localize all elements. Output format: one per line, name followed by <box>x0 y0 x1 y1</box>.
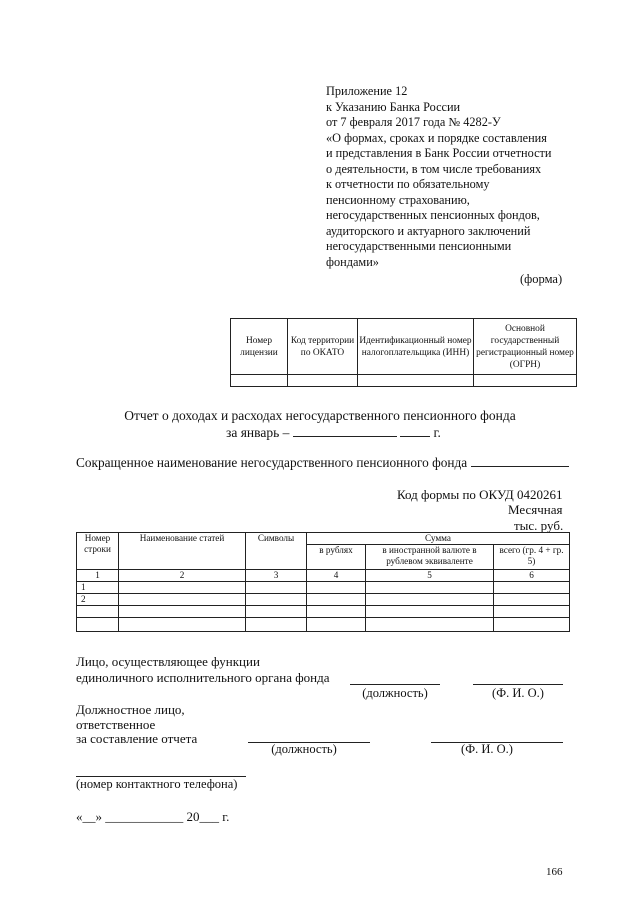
form-periodicity: Месячная <box>508 502 563 517</box>
col-number: 5 <box>366 570 494 582</box>
header-symbols: Символы <box>246 533 307 570</box>
period-suffix: г. <box>433 425 441 440</box>
table-cell[interactable] <box>494 618 570 632</box>
table-cell[interactable] <box>307 582 366 594</box>
fund-name-row <box>76 455 569 471</box>
table-row <box>77 618 570 632</box>
table-cell[interactable] <box>494 594 570 606</box>
table-cell[interactable] <box>366 618 494 632</box>
col-number: 4 <box>307 570 366 582</box>
report-period <box>226 425 441 441</box>
table-cell[interactable] <box>307 618 366 632</box>
fund-name-label: Сокращенное наименование негосударственного пенсионного фонда <box>76 455 468 470</box>
col-number: 2 <box>119 570 246 582</box>
table-cell[interactable] <box>119 618 246 632</box>
head-position-caption: (должность) <box>362 686 428 700</box>
table-cell[interactable] <box>494 582 570 594</box>
annex-line: от 7 февраля 2017 года № 4282-У <box>326 115 501 129</box>
table-cell[interactable] <box>366 606 494 618</box>
form-units: тыс. руб. <box>514 518 564 533</box>
table-cell[interactable] <box>366 582 494 594</box>
header-sum: Сумма <box>307 533 570 545</box>
okato-code-cell[interactable] <box>288 375 358 387</box>
row-number <box>77 606 119 618</box>
header-ogrn: Основной государственный регистрационный номер (ОГРН) <box>474 319 577 375</box>
header-inn: Идентификационный номер налогоплательщика (ИНН) <box>358 319 474 375</box>
col-number: 1 <box>77 570 119 582</box>
phone-caption: (номер контактного телефона) <box>76 777 238 791</box>
row-number: 2 <box>77 594 119 606</box>
head-position-field[interactable] <box>350 684 440 685</box>
head-label-line2: единоличного исполнительного органа фонда <box>76 670 330 685</box>
table-cell[interactable] <box>246 618 307 632</box>
table-cell[interactable] <box>307 606 366 618</box>
page-number: 166 <box>546 866 563 878</box>
table-cell[interactable] <box>246 594 307 606</box>
license-number-cell[interactable] <box>231 375 288 387</box>
report-title: Отчет о доходах и расходах негосударственного пенсионного фонда <box>124 408 516 423</box>
annex-line: «О формах, сроках и порядке составления <box>326 130 547 145</box>
table-cell[interactable] <box>307 594 366 606</box>
annex-line: негосударственными пенсионными <box>326 239 512 253</box>
head-fio-caption: (Ф. И. О.) <box>492 686 544 700</box>
annex-line: фондами» <box>326 254 379 269</box>
table-cell[interactable] <box>246 582 307 594</box>
col-number: 6 <box>494 570 570 582</box>
header-fx: в иностранной валюте в рублевом эквиваленте <box>366 545 494 570</box>
header-row-number: Номер строки <box>77 533 119 570</box>
fund-name-field[interactable] <box>471 455 569 467</box>
period-prefix: за январь – <box>226 425 290 440</box>
annex-header <box>326 84 606 270</box>
inn-cell[interactable] <box>358 375 474 387</box>
annex-line: к Указанию Банка России <box>326 99 461 114</box>
annex-line: Приложение 12 <box>326 84 408 98</box>
head-label-line1: Лицо, осуществляющее функции <box>76 654 260 669</box>
head-fio-field[interactable] <box>473 684 563 685</box>
date-line[interactable]: «__» ____________ 20___ г. <box>76 809 230 824</box>
table-row <box>77 582 570 594</box>
row-number: 1 <box>77 582 119 594</box>
income-expense-table <box>76 532 570 632</box>
resp-fio-caption: (Ф. И. О.) <box>461 742 513 756</box>
annex-line: аудиторского и актуарного заключений <box>326 223 531 238</box>
table-row <box>77 606 570 618</box>
header-license-number: Номер лицензии <box>231 319 288 375</box>
period-month-field[interactable] <box>293 425 397 437</box>
header-okato-code: Код территории по ОКАТО <box>288 319 358 375</box>
identification-table <box>230 318 577 387</box>
header-rub: в рублях <box>307 545 366 570</box>
resp-label-line3: за составление отчета <box>76 731 198 746</box>
col-number: 3 <box>246 570 307 582</box>
row-number <box>77 618 119 632</box>
table-row <box>77 594 570 606</box>
form-label: (форма) <box>520 272 563 286</box>
resp-label-line2: ответственное <box>76 717 156 732</box>
form-code-okud: Код формы по ОКУД 0420261 <box>397 487 563 502</box>
table-cell[interactable] <box>494 606 570 618</box>
annex-line: пенсионному страхованию, <box>326 192 470 207</box>
ogrn-cell[interactable] <box>474 375 577 387</box>
resp-label-line1: Должностное лицо, <box>76 702 185 717</box>
header-item-name: Наименование статей <box>119 533 246 570</box>
annex-line: и представления в Банк России отчетности <box>326 146 552 160</box>
annex-line: к отчетности по обязательному <box>326 177 490 191</box>
table-cell[interactable] <box>246 606 307 618</box>
header-total: всего (гр. 4 + гр. 5) <box>494 545 570 570</box>
resp-position-caption: (должность) <box>271 742 337 756</box>
table-cell[interactable] <box>119 582 246 594</box>
annex-line: о деятельности, в том числе требованиях <box>326 161 542 176</box>
table-cell[interactable] <box>119 594 246 606</box>
table-cell[interactable] <box>119 606 246 618</box>
annex-line: негосударственных пенсионных фондов, <box>326 208 540 222</box>
table-cell[interactable] <box>366 594 494 606</box>
period-year-field[interactable] <box>400 425 430 437</box>
